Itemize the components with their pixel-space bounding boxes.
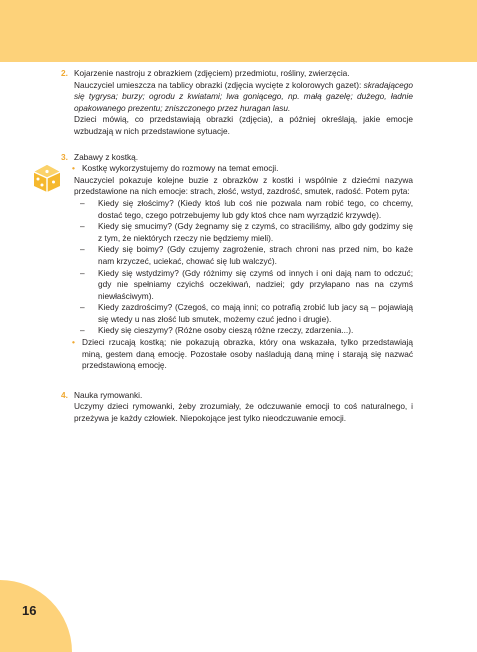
- dash-marker: –: [80, 267, 85, 278]
- section-title: Zabawy z kostką.: [74, 151, 139, 162]
- section-number: 2.: [61, 68, 68, 78]
- list-item: [74, 244, 413, 267]
- bullet-dot: •: [72, 337, 75, 348]
- paragraph: Nauczyciel pokazuje kolejne buzie z obrazków z kostki i wspólnie z dziećmi nazywa przedstawione na nich emocje: strach, złość, wstyd, zazdrość, smutek, radość. Potem pyta:: [74, 174, 413, 197]
- section-title: Kojarzenie nastroju z obrazkiem (zdjęciem) przedmiotu, rośliny, zwierzęcia.: [74, 68, 350, 78]
- section-3: [61, 152, 413, 372]
- page-number: 16: [22, 603, 37, 618]
- bullet-item: [71, 337, 413, 372]
- list-item: [74, 268, 413, 303]
- section-number: 4.: [61, 389, 68, 400]
- section-number: 3.: [61, 151, 68, 162]
- section-examples: skradającego się tygrysa; burzy; ogrodu z kwiatami; lwa goniącego, np. małą gazelę; dużego, ładnie opakowanego prezentu; zniszczonego przez huragan lasu.: [74, 79, 413, 113]
- section-intro: Nauczyciel umieszcza na tablicy obrazki (zdjęcia wycięte z kolorowych gazet):: [74, 79, 362, 90]
- header-band: [0, 0, 477, 62]
- list-item: [74, 325, 413, 337]
- bullet-item: [71, 163, 413, 175]
- dash-marker: –: [80, 325, 85, 336]
- list-item: [74, 198, 413, 221]
- question-text: Kiedy zazdrościmy? (Czegoś, co mają inni; co potrafią zrobić lub jacy są – pojawiają się wtedy u nas złość lub smutek, możemy czuć jedno i drugie).: [98, 302, 413, 324]
- list-item: [74, 302, 413, 325]
- question-text: Kiedy się cieszymy? (Różne osoby cieszą różne rzeczy, zdarzenia...).: [98, 325, 354, 336]
- dash-marker: –: [80, 302, 85, 313]
- dice-cube-icon: [32, 163, 62, 193]
- question-text: Kiedy się smucimy? (Gdy żegnamy się z czymś, co straciliśmy, albo gdy godzimy się z tym, że niektórych rzeczy nie będziemy mieli).: [98, 221, 413, 243]
- bullet-dot: •: [72, 163, 75, 174]
- question-text: Kiedy się boimy? (Gdy czujemy zagrożenie, strach chroni nas przed nim, bo każe nam krzyczeć, uciekać, chować się lub walczyć).: [98, 244, 413, 266]
- lesson-content: [61, 68, 413, 425]
- section-4: [61, 390, 413, 425]
- bullet-text: Dzieci rzucają kostką; nie pokazują obrazka, który ona wskazała, tylko przedstawiają miną, gestem daną emocję. Pozostałe osoby naśladują daną minę i starają się nazwać przedstawioną emocję.: [82, 337, 413, 371]
- section-title: Nauka rymowanki.: [74, 389, 143, 400]
- dash-marker: –: [80, 197, 85, 208]
- dash-marker: –: [80, 221, 85, 232]
- question-text: Kiedy się wstydzimy? (Gdy różnimy się czymś od innych i oni dają nam to odczuć; gdy nie spełniamy czyichś oczekiwań, nadziei; gdy przyłapano nas na czymś niewłaściwym).: [98, 267, 413, 301]
- section-2: [61, 68, 413, 138]
- section-text: Dzieci mówią, co przedstawiają obrazki (zdjęcia), a później określają, jakie emocje wzbudzają w nich przedstawione sytuacje.: [74, 114, 413, 136]
- bullet-text: Kostkę wykorzystujemy do rozmowy na temat emocji.: [82, 163, 279, 174]
- dash-marker: –: [80, 244, 85, 255]
- question-text: Kiedy się złościmy? (Kiedy ktoś lub coś nie pozwala nam robić tego, co chcemy, dostać tego, czego potrzebujemy lub gdy ktoś chce nam wyrządzić krzywdę).: [98, 197, 413, 220]
- list-item: [74, 221, 413, 244]
- section-text: Uczymy dzieci rymowanki, żeby zrozumiały, że odczuwanie emocji to coś naturalnego, i przeżywa je każdy człowiek. Niepokojące jest tylko nieodczuwanie emocji.: [74, 401, 413, 424]
